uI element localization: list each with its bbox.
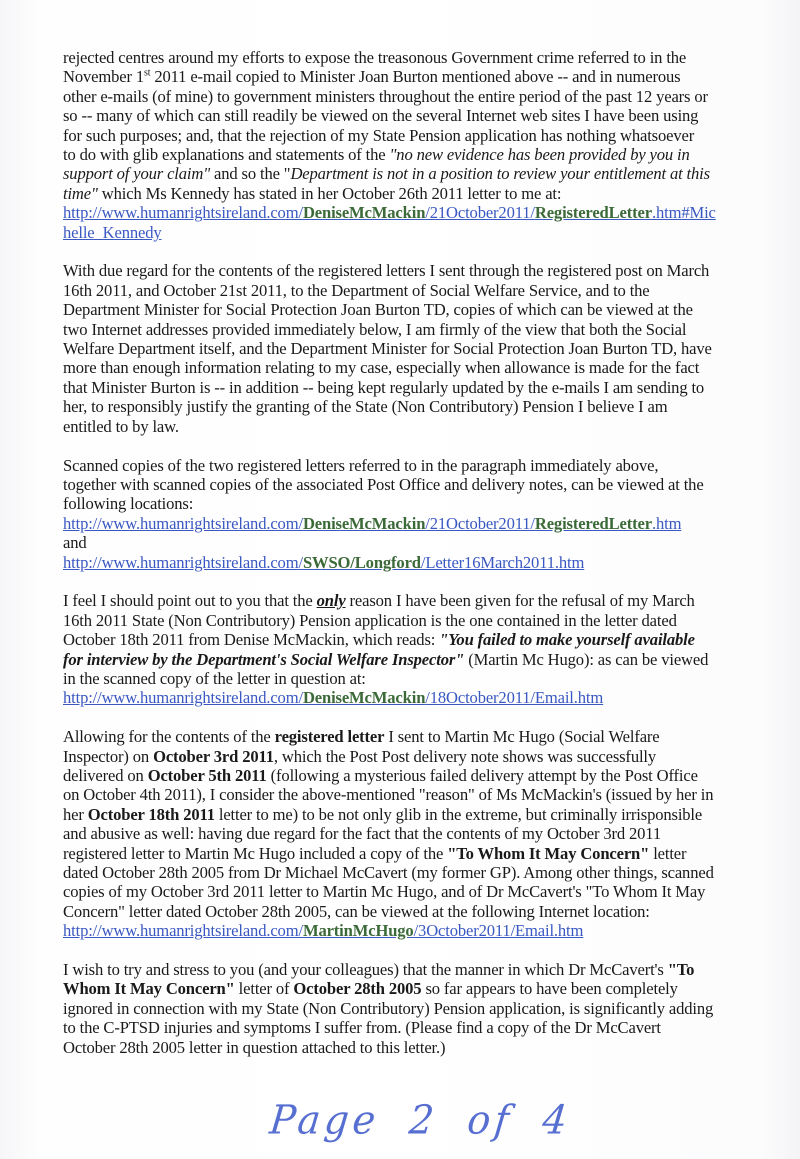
text-segment: Whom It May Concern": [63, 979, 235, 999]
text-line: [63, 882, 783, 901]
paragraph-p4: [63, 591, 783, 707]
text-segment: Inspector) on: [63, 746, 154, 766]
text-segment: "To Whom It May Concern": [447, 843, 650, 863]
text-segment: to the C-PTSD injuries and symptoms I suffer from. (Please find a copy of the Dr McCavert: [63, 1018, 661, 1038]
text-segment: registered letter: [274, 727, 385, 747]
text-line: [63, 688, 783, 707]
text-segment: in the scanned copy of the letter in question at:: [63, 668, 366, 688]
text-line: [63, 533, 783, 552]
text-line: [63, 417, 783, 436]
text-segment: http://www.humanrightsireland.com/: [63, 552, 303, 572]
url-link[interactable]: [63, 223, 162, 242]
text-segment: DeniseMcMackin: [302, 203, 426, 223]
text-line: [63, 164, 783, 183]
text-segment: for interview by the Department's Social Welfare Inspector": [63, 649, 465, 669]
text-segment: for such purposes; and, that the rejection of my State Pension application has nothing whatsoever: [63, 125, 695, 145]
text-segment: http://www.humanrightsireland.com/: [63, 688, 303, 708]
text-segment: "You failed to make yourself available: [439, 630, 695, 650]
text-line: [63, 863, 783, 882]
url-link[interactable]: [63, 688, 603, 707]
text-segment: Concern" letter dated October 28th 2005, can be viewed at the following Internet location:: [63, 901, 650, 921]
text-line: [63, 67, 783, 86]
text-segment: only: [316, 591, 346, 611]
text-segment: I feel I should point out to you that the: [63, 591, 317, 611]
text-line: [63, 48, 783, 67]
text-segment: RegisteredLetter: [534, 513, 652, 533]
text-segment: Scanned copies of the two registered letters referred to in the paragraph immediately above,: [63, 455, 659, 475]
text-segment: October 3rd 2011: [153, 746, 274, 766]
text-segment: and so the ": [210, 164, 291, 184]
text-segment: reason I have been given for the refusal of my March: [345, 591, 695, 611]
text-segment: Department is not in a position to review your entitlement at this: [290, 164, 710, 184]
text-segment: SWSO/Longford: [302, 552, 421, 572]
text-segment: letter to me) to be not only glib in the extreme, but criminally irrisponsible: [214, 804, 703, 824]
text-segment: letter of: [234, 979, 294, 999]
text-line: [63, 785, 783, 804]
text-segment: which Ms Kennedy has stated in her October 26th 2011 letter to me at:: [97, 183, 562, 203]
text-segment: (Martin Mc Hugo): as can be viewed: [464, 649, 709, 669]
text-segment: entitled to by law.: [63, 416, 179, 436]
text-line: [63, 358, 783, 377]
text-line: [63, 514, 783, 533]
handwritten-page-number-text: Page 2 of 4: [267, 1096, 573, 1144]
text-line: [63, 300, 783, 319]
text-segment: copies of my October 3rd 2011 letter to Martin Mc Hugo, and of Dr McCavert's "To Whom It May: [63, 882, 706, 902]
text-line: [63, 339, 783, 358]
text-line: [63, 261, 783, 280]
text-segment: Welfare Department itself, and the Department Minister for Social Protection Joan Burton TD, have: [63, 339, 712, 359]
text-segment: Department Minister for Social Protection Joan Burton TD, copies of which can be viewed at the: [63, 300, 693, 320]
text-segment: (following a mysterious failed delivery attempt by the Post Office: [266, 765, 698, 785]
text-segment: delivered on: [63, 765, 148, 785]
text-segment: other e-mails (of mine) to government ministers throughout the entire period of the past 12 years or: [63, 86, 708, 106]
text-segment: following locations:: [63, 494, 194, 514]
text-segment: her, to responsibly justify the granting of the State (Non Contributory) Pension I believe I am: [63, 397, 668, 417]
text-segment: support of your claim": [63, 164, 211, 184]
text-segment: I sent to Martin Mc Hugo (Social Welfare: [384, 727, 660, 747]
text-segment: With due regard for the contents of the registered letters I sent through the registered post on March: [63, 261, 710, 281]
text-line: [63, 1038, 783, 1057]
text-segment: ignored in connection with my State (Non Contributory) Pension application, is significantly adding: [63, 998, 714, 1018]
text-segment: .htm#Mic: [651, 203, 716, 223]
text-segment: DeniseMcMackin: [302, 513, 426, 533]
text-line: [63, 747, 783, 766]
text-segment: /Letter16March2011.htm: [420, 552, 585, 572]
text-segment: November 1: [63, 67, 144, 87]
text-segment: registered letter to Martin Mc Hugo included a copy of the: [63, 843, 448, 863]
text-line: [63, 87, 783, 106]
text-segment: /3October2011/Email.htm: [413, 921, 584, 941]
text-segment: st: [143, 67, 151, 79]
text-line: [63, 1018, 783, 1037]
text-segment: .htm: [651, 513, 682, 533]
text-segment: http://www.humanrightsireland.com/: [63, 513, 303, 533]
text-line: [63, 494, 783, 513]
text-line: [63, 824, 783, 843]
text-line: [63, 921, 783, 940]
text-segment: her: [63, 804, 88, 824]
text-segment: October 18th 2011: [87, 804, 215, 824]
text-segment: /18October2011/Email.htm: [425, 688, 604, 708]
text-line: [63, 378, 783, 397]
text-line: [63, 805, 783, 824]
text-segment: MartinMcHugo: [302, 921, 414, 941]
text-segment: rejected centres around my efforts to expose the treasonous Government crime referred to in the: [63, 48, 687, 67]
text-segment: two Internet addresses provided immediately below, I am firmly of the view that both the Social: [63, 319, 687, 339]
text-segment: October 5th 2011: [147, 765, 267, 785]
text-line: [63, 611, 783, 630]
text-line: [63, 281, 783, 300]
text-segment: and: [63, 533, 87, 553]
text-segment: more than enough information relating to my case, especially when allowance is made for the fact: [63, 358, 700, 378]
url-link[interactable]: [63, 553, 584, 572]
text-line: [63, 630, 783, 649]
text-line: [63, 960, 783, 979]
text-line: [63, 766, 783, 785]
text-segment: time": [63, 183, 98, 203]
text-segment: 2011 e-mail copied to Minister Joan Burton mentioned above -- and in numerous: [150, 67, 681, 87]
paragraph-p3: [63, 456, 783, 572]
text-segment: 16th 2011 State (Non Contributory) Pension application is the one contained in the letter dated: [63, 610, 677, 630]
text-segment: http://www.humanrightsireland.com/: [63, 921, 303, 941]
text-segment: Allowing for the contents of the: [63, 727, 275, 747]
text-segment: I wish to try and stress to you (and your colleagues) that the manner in which Dr McCavert's: [63, 960, 668, 980]
text-segment: and abusive as well: having due regard for the fact that the contents of my October 3rd 2011: [63, 824, 661, 844]
text-segment: , which the Post Post delivery note shows was successfully: [273, 746, 657, 766]
text-line: [63, 126, 783, 145]
text-line: [63, 979, 783, 998]
letter-body: [63, 48, 783, 1076]
text-segment: RegisteredLetter: [534, 203, 652, 223]
text-segment: so far appears to have been completely: [421, 979, 678, 999]
text-segment: to do with glib explanations and statements of the: [63, 145, 390, 165]
text-segment: "no new evidence has been provided by you in: [389, 145, 690, 165]
text-segment: 16th 2011, and October 21st 2011, to the Department of Social Welfare Service, and to the: [63, 280, 650, 300]
paragraph-p1: [63, 48, 783, 242]
text-segment: "To: [667, 960, 695, 980]
text-segment: together with scanned copies of the associated Post Office and delivery notes, can be viewed at the: [63, 474, 704, 494]
paragraph-p6: [63, 960, 783, 1057]
text-line: [63, 475, 783, 494]
text-line: [63, 902, 783, 921]
text-line: [63, 203, 783, 222]
text-line: [63, 727, 783, 746]
handwritten-page-number: [267, 1092, 573, 1148]
text-segment: dated October 28th 2005 from Dr Michael McCavert (my former GP). Among other things, scanned: [63, 863, 714, 882]
text-line: [63, 553, 783, 572]
text-segment: http://www.humanrightsireland.com/: [63, 203, 303, 223]
paragraph-p5: [63, 727, 783, 940]
url-link[interactable]: [63, 921, 583, 940]
text-segment: helle_Kennedy: [63, 222, 162, 242]
url-link[interactable]: [63, 514, 681, 533]
text-line: [63, 844, 783, 863]
text-segment: /21October2011/: [425, 513, 535, 533]
paragraph-p2: [63, 261, 783, 436]
text-segment: on October 4th 2011), I consider the above-mentioned "reason" of Ms McMackin's (issued by her in: [63, 785, 714, 805]
text-line: [63, 320, 783, 339]
text-line: [63, 223, 783, 242]
text-segment: DeniseMcMackin: [302, 688, 426, 708]
text-segment: letter: [649, 843, 687, 863]
text-line: [63, 106, 783, 125]
text-line: [63, 397, 783, 416]
url-link[interactable]: [63, 203, 716, 222]
text-line: [63, 999, 783, 1018]
text-line: [63, 184, 783, 203]
text-segment: October 28th 2005: [293, 979, 422, 999]
text-segment: /21October2011/: [425, 203, 535, 223]
text-line: [63, 591, 783, 610]
text-line: [63, 145, 783, 164]
text-segment: that Minister Burton is -- in addition -- being kept regularly updated by the e-mails I am sending to: [63, 377, 705, 397]
text-line: [63, 669, 783, 688]
text-line: [63, 456, 783, 475]
text-segment: October 18th 2011 from Denise McMackin, which reads:: [63, 630, 440, 650]
text-segment: so -- many of which can still readily be viewed on the several Internet web sites I have been using: [63, 106, 699, 126]
text-segment: October 28th 2005 letter in question attached to this letter.): [63, 1037, 446, 1057]
text-line: [63, 650, 783, 669]
